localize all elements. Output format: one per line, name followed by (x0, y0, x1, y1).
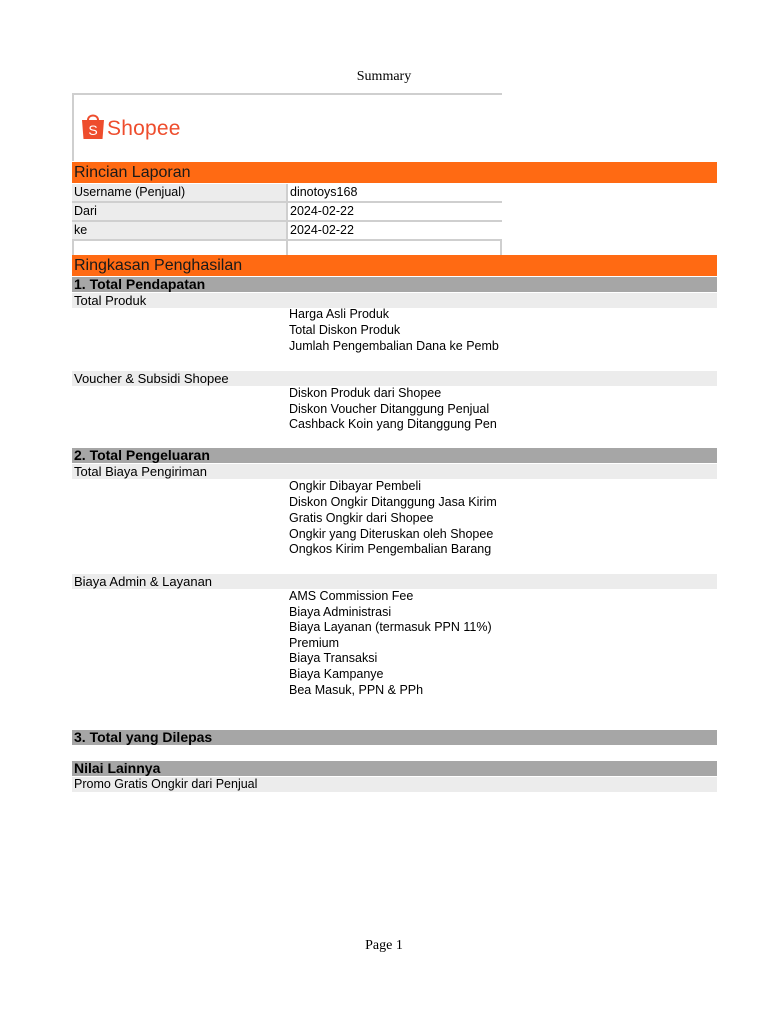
shipping-cost-row: Total Biaya Pengiriman (72, 464, 717, 479)
info-row-to (72, 222, 502, 241)
admin-item: Biaya Layanan (termasuk PPN 11%) (289, 620, 492, 634)
total-expenses-heading: 2. Total Pengeluaran (72, 448, 717, 463)
admin-service-row: Biaya Admin & Layanan (72, 574, 717, 589)
voucher-item: Diskon Produk dari Shopee (289, 386, 442, 400)
voucher-item: Diskon Voucher Ditanggung Penjual (289, 402, 490, 416)
shipping-item: Ongkir yang Diteruskan oleh Shopee (289, 527, 494, 541)
report-details-header: Rincian Laporan (72, 162, 717, 183)
income-product-item: Total Diskon Produk (289, 323, 401, 337)
admin-item: Biaya Kampanye (289, 667, 384, 681)
total-income-heading: 1. Total Pendapatan (72, 277, 717, 292)
to-value: 2024-02-22 (286, 222, 502, 239)
to-label: ke (72, 222, 286, 239)
page-footer: Page 1 (365, 938, 403, 953)
info-row-from (72, 203, 502, 222)
info-row-username (72, 184, 502, 203)
logo-box (72, 93, 502, 161)
from-value: 2024-02-22 (286, 203, 502, 220)
shipping-item: Ongkos Kirim Pengembalian Barang (289, 542, 492, 556)
other-values-heading: Nilai Lainnya (72, 761, 717, 776)
free-shipping-promo-row: Promo Gratis Ongkir dari Penjual (72, 777, 717, 792)
total-released-heading: 3. Total yang Dilepas (72, 730, 717, 745)
income-product-item: Jumlah Pengembalian Dana ke Pemb (289, 339, 499, 353)
admin-item: Biaya Administrasi (289, 605, 392, 619)
from-label: Dari (72, 203, 286, 220)
shopping-bag-icon (80, 111, 106, 146)
logo-text: Shopee (107, 116, 181, 140)
admin-item: Premium (289, 636, 340, 650)
admin-item: Biaya Transaksi (289, 651, 378, 665)
username-label: Username (Penjual) (72, 184, 286, 201)
shipping-item: Diskon Ongkir Ditanggung Jasa Kirim (289, 495, 497, 509)
username-value: dinotoys168 (286, 184, 502, 201)
income-summary-header: Ringkasan Penghasilan (72, 255, 717, 276)
voucher-item: Cashback Koin yang Ditanggung Pen (289, 417, 497, 431)
total-product-row: Total Produk (72, 293, 717, 308)
admin-item: AMS Commission Fee (289, 589, 414, 603)
page-header: Summary (356, 69, 412, 84)
svg-text:S: S (88, 122, 98, 138)
voucher-subsidy-row: Voucher & Subsidi Shopee (72, 371, 717, 386)
shopee-logo (80, 111, 181, 146)
shipping-item: Ongkir Dibayar Pembeli (289, 479, 421, 493)
shipping-item: Gratis Ongkir dari Shopee (289, 511, 434, 525)
admin-item: Bea Masuk, PPN & PPh (289, 683, 424, 697)
income-product-item: Harga Asli Produk (289, 307, 390, 321)
